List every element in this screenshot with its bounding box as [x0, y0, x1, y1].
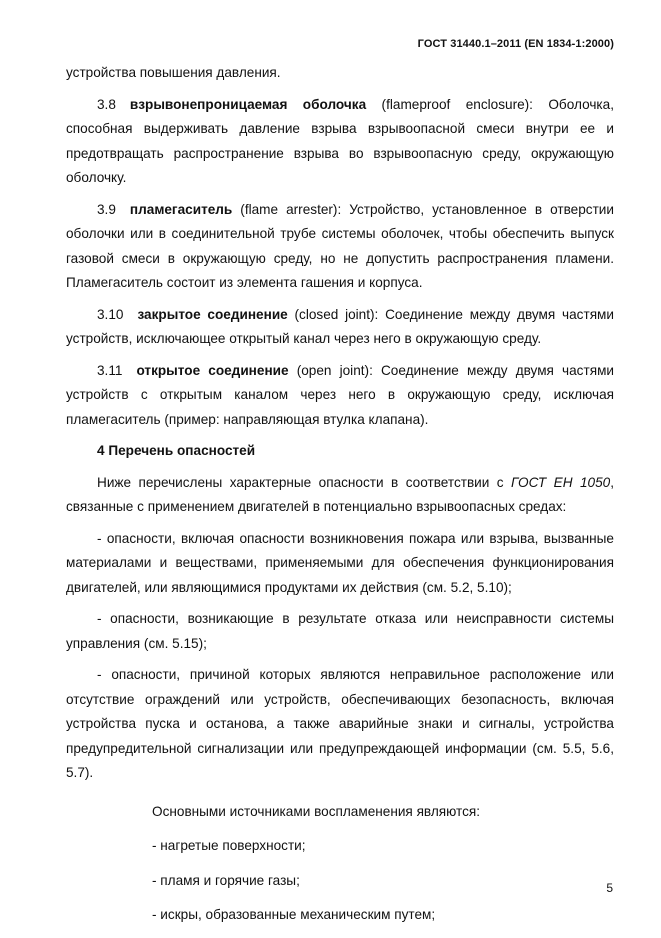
page-number: 5 — [606, 881, 613, 895]
term-number: 3.11 — [97, 362, 123, 378]
term-number: 3.10 — [97, 306, 124, 322]
term-number: 3.8 — [97, 96, 116, 112]
standard-header: ГОСТ 31440.1–2011 (EN 1834-1:2000) — [417, 38, 614, 50]
hazard-item: - опасности, причиной которых являются неправильное расположение или отсутствие ограждений или устройств, обеспечивающих безопасность, включая устройства пуска и останова, а также аварийные знаки и сигналы, устройства предупредительной сигнализации или предупреждающей информации (см. 5.5, 5.6, 5.7). — [66, 667, 614, 780]
term-3-11 — [66, 359, 614, 433]
term-3-8 — [66, 93, 614, 191]
ignition-sources-intro: Основными источниками воспламенения являются: — [152, 803, 481, 819]
term-name: взрывонепроницаемая оболочка — [129, 96, 367, 112]
intro-text: Ниже перечислены характерные опасности в соответствии с — [97, 474, 512, 490]
ignition-source-item: - искры, образованные механическим путем; — [152, 907, 436, 922]
hazard-item: - опасности, возникающие в результате отказа или неисправности системы управления (см. 5.15); — [66, 611, 614, 651]
intro-text-end: , связанные с применением двигателей в потенциально взрывоопасных средах: — [66, 474, 615, 514]
section-title — [66, 439, 614, 464]
term-definition: (flame arrester): Устройство, установленное в отверстии оболочки или в соединительной трубе системы оболочек, чтобы обеспечить выпуск газовой смеси в окружающую среду, но не допустить распространения пламени. Пламегаситель состоит из элемента гашения и корпуса. — [66, 201, 614, 290]
continuation-text: устройства повышения давления. — [66, 65, 281, 80]
term-definition: (closed joint): Соединение между двумя частями устройств, исключающее открытый канал через него в окружающую среду. — [66, 306, 614, 346]
term-number: 3.9 — [97, 201, 116, 217]
term-definition: (open joint): Соединение между двумя частями устройств с открытым каналом через него в окружающую среду, исключая пламегаситель (пример: направляющая втулка клапана). — [66, 362, 615, 427]
section-heading: 4 Перечень опасностей — [97, 443, 256, 458]
standard-reference: ГОСТ ЕН 1050 — [511, 474, 611, 490]
term-definition: (flameproof enclosure): Оболочка, способная выдерживать давление взрыва взрывоопасной смеси внутри ее и предотвращать распространение взрыва во взрывоопасную среду, окружающую оболочку. — [66, 96, 614, 185]
section-intro — [66, 471, 614, 520]
document-body — [66, 61, 614, 938]
term-name: закрытое соединение — [137, 306, 288, 322]
term-3-9 — [66, 198, 614, 296]
term-name: пламегаситель — [129, 201, 233, 217]
term-name: открытое соединение — [136, 362, 289, 378]
ignition-source-item: - пламя и горячие газы; — [152, 872, 300, 888]
hazard-item: - опасности, включая опасности возникновения пожара или взрыва, вызванные материалами и веществами, применяемыми для обеспечения функционирования двигателей, или являющимися продуктами их действия (см. 5.2, 5.10); — [66, 530, 614, 595]
term-3-10 — [66, 303, 614, 352]
ignition-source-item: - нагретые поверхности; — [152, 838, 306, 853]
